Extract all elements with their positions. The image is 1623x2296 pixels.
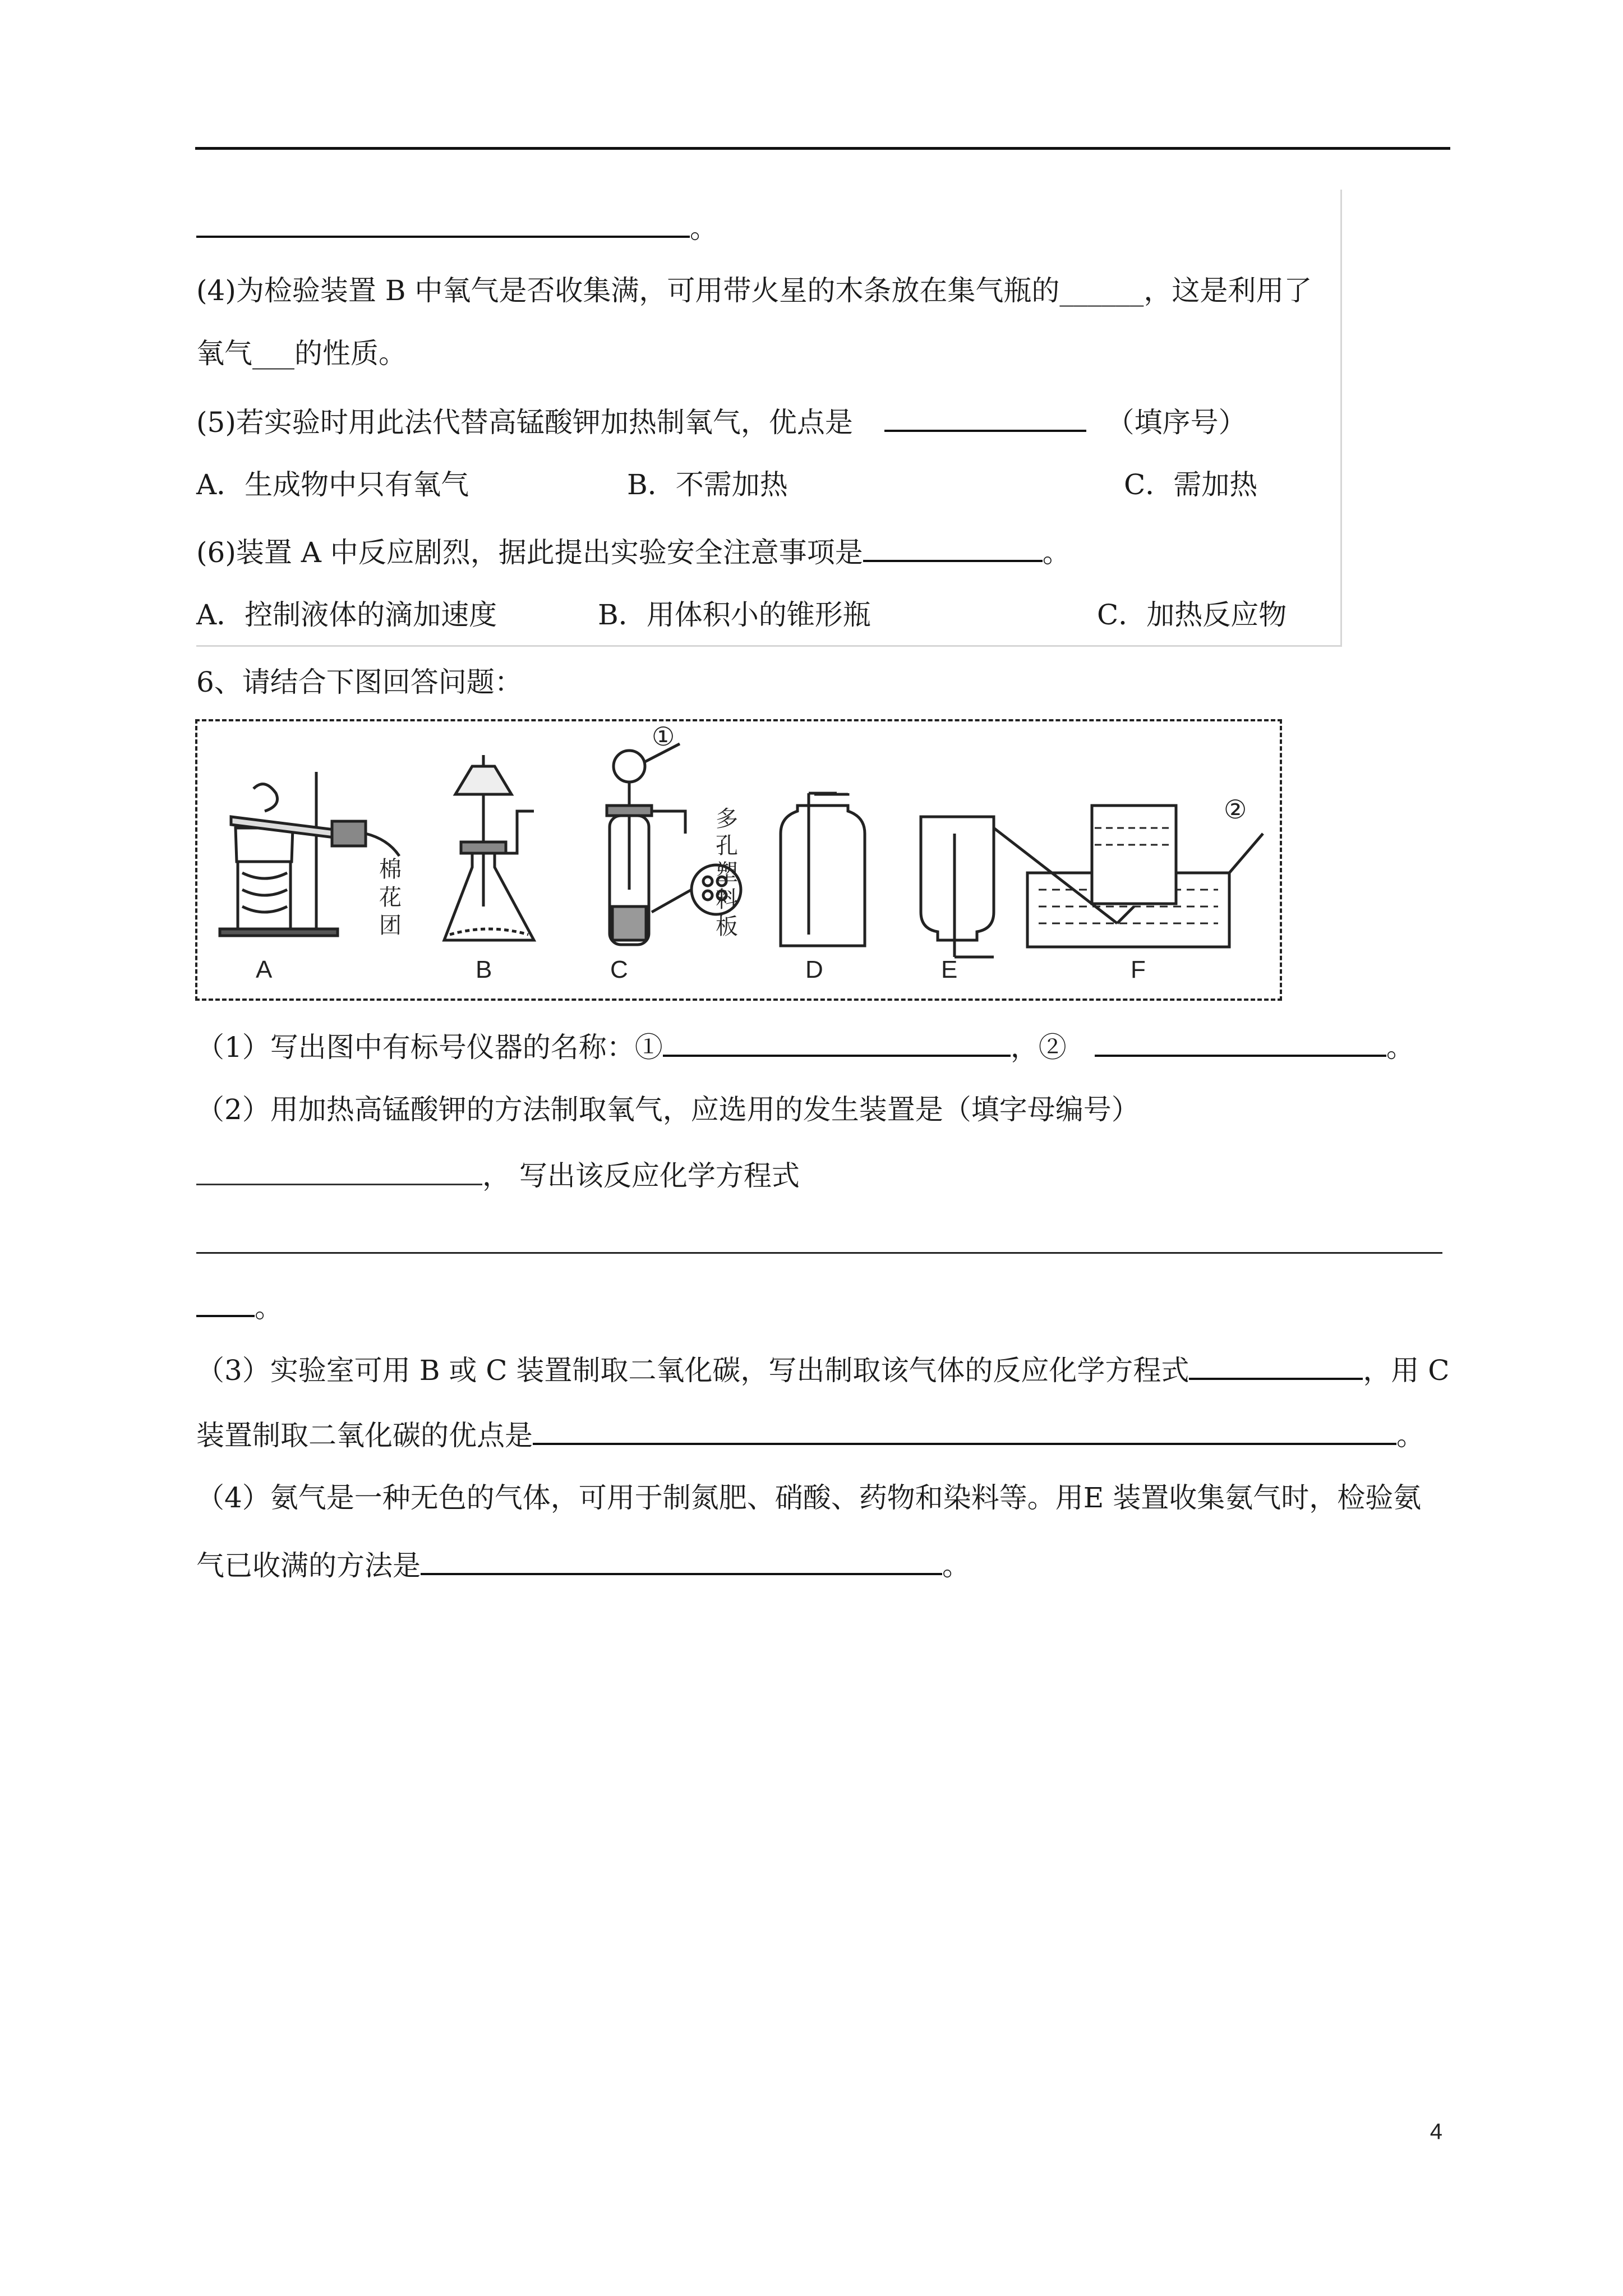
cotton-label-1: 棉 [379,857,402,882]
marker-1: ① [652,722,675,751]
q6-2-tail-blank[interactable] [196,1288,255,1317]
q6-2-line1: （2）用加热高锰酸钾的方法制取氧气，应选用的发生装置是（填字母编号） [196,1093,1140,1126]
answer-blank[interactable] [196,209,690,238]
q4-line1: (4)为检验装置 B 中氧气是否收集满，可用带火星的木条放在集气瓶的______，这是利用了 [196,274,1312,307]
label-b: B [476,956,492,983]
marker-2: ② [1224,795,1247,824]
q6-1-line: （1）写出图中有标号仪器的名称：① ，② 。 [196,1028,1414,1064]
q5-option-b: B．不需加热 [627,468,788,501]
q6-option-c: C．加热反应物 [1097,599,1287,631]
q6-blank[interactable] [863,533,1043,562]
plate-label-3: 塑 [716,860,738,886]
q6-4-line2: 气已收满的方法是 。 [196,1546,970,1582]
blank-1[interactable] [663,1028,1011,1057]
q6-line: (6)装置 A 中反应剧烈，据此提出实验安全注意事项是 。 [196,533,1071,569]
q5-option-a: A．生成物中只有氧气 [196,468,469,501]
label-d: D [805,956,823,983]
q6-3-line2: 装置制取二氧化碳的优点是 。 [196,1416,1424,1452]
q6-3-line1: （3）实验室可用 B 或 C 装置制取二氧化碳，写出制取该气体的反应化学方程式 ，用 C [196,1351,1450,1387]
answer-line-0: 。 [196,209,718,245]
plate-label-1: 多 [716,806,738,832]
header-rule [195,147,1450,150]
q6-3-blank2[interactable] [533,1416,1396,1445]
page-number: 4 [1430,2119,1442,2144]
q6-2-line2: ， 写出该反应化学方程式 [196,1158,800,1193]
blank-2[interactable] [1095,1028,1386,1057]
question6-title: 6、请结合下图回答问题： [196,666,523,698]
q6-option-a: A．控制液体的滴加速度 [196,599,497,631]
plate-label-2: 孔 [716,833,738,859]
label-e: E [941,956,958,983]
apparatus-e-drawing [921,817,994,957]
q6-3-blank1[interactable] [1189,1351,1363,1380]
equation-line[interactable] [196,1252,1442,1254]
q6-2-blank[interactable] [196,1158,482,1185]
q5-blank[interactable] [884,403,1086,432]
apparatus-f-drawing [994,806,1263,947]
cotton-label-2: 花 [379,885,402,910]
apparatus-figure [195,719,1282,1001]
label-f: F [1131,956,1146,983]
q5-line: (5)若实验时用此法代替高锰酸钾加热制氧气，优点是 （填序号） [196,403,1247,439]
cotton-label-3: 团 [379,913,402,938]
label-a: A [256,956,273,983]
plate-label-4: 料 [716,887,738,913]
q6-4-line1: （4）氨气是一种无色的气体，可用于制氮肥、硝酸、药物和染料等。用E 装置收集氨气时，检验氨 [196,1481,1422,1514]
apparatus-d-drawing [781,793,865,946]
q6-4-blank[interactable] [421,1546,942,1575]
apparatus-b-drawing [444,755,534,940]
q4-line2: 氧气___的性质。 [196,337,407,370]
plate-label-5: 板 [716,914,738,940]
q6-option-b: B．用体积小的锥形瓶 [598,599,871,631]
label-c: C [610,956,628,983]
q5-option-c: C．需加热 [1124,468,1258,501]
apparatus-a-drawing [220,772,399,936]
q6-2-line3: 。 [196,1288,283,1324]
